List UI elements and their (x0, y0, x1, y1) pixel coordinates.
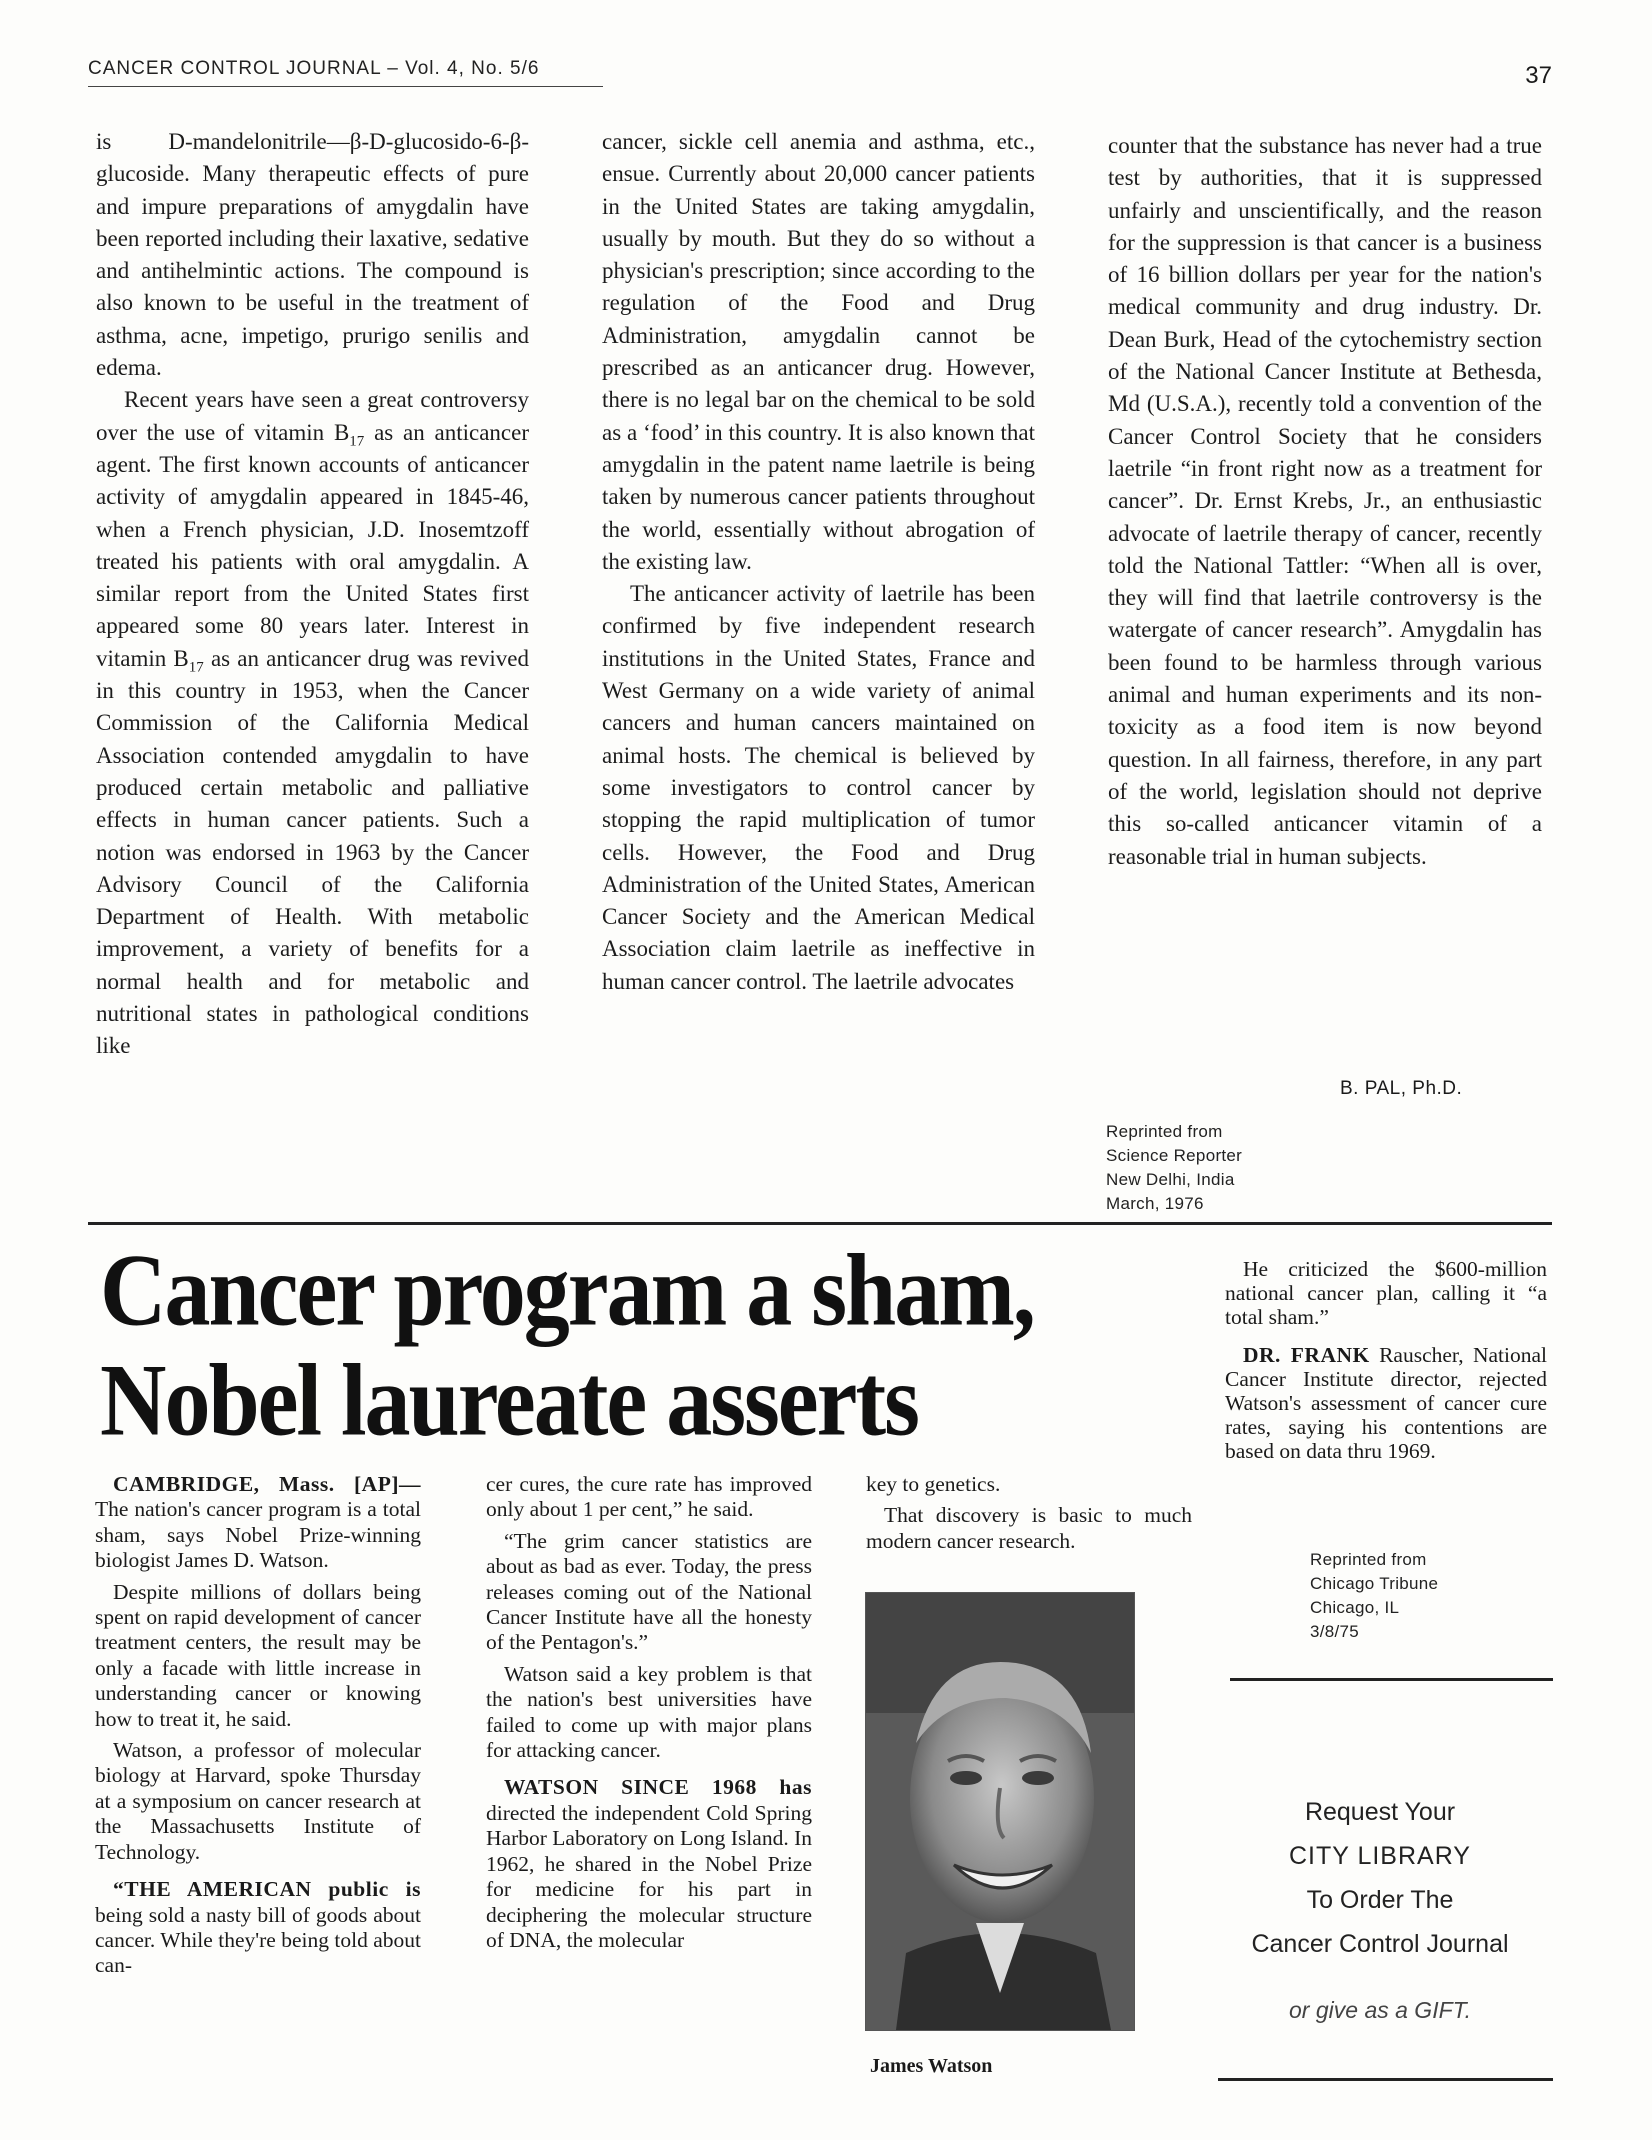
credit-line: Chicago, IL (1310, 1598, 1400, 1617)
article1-column-3 (1108, 130, 1542, 873)
text-run: being sold a nasty bill of goods about cancer. While they're being told about can- (95, 1902, 421, 1978)
text-run: Recent years have seen a great controversy over the use of vitamin B (96, 387, 529, 445)
header-rule (88, 86, 603, 87)
promo-line-1: Request Your (1304, 1798, 1456, 1826)
dateline-paragraph (95, 1472, 421, 1574)
portrait-illustration (866, 1593, 1134, 2030)
credit-line: New Delhi, India (1106, 1170, 1235, 1189)
article2-paragraph: Despite millions of dollars being spent on rapid development of cancer treatment centers, the result may be only a facade with little increase in understanding cancer or knowing how to treat it, he said. (95, 1579, 421, 1731)
subscript: 17 (188, 659, 204, 676)
text-run: Rauscher, National Cancer Institute director, rejected Watson's assessment of cancer cure rates, saying his contentions are based on data thru 1969. (1225, 1343, 1547, 1463)
portrait-photo-icon (865, 1592, 1135, 2031)
subhead-lead: WATSON SINCE 1968 has (504, 1775, 812, 1800)
article2-paragraph: cer cures, the cure rate has improved only about 1 per cent,” he said. (486, 1472, 812, 1522)
credit-line: Science Reporter (1106, 1146, 1243, 1165)
article1-column-1 (96, 126, 529, 1063)
dateline: CAMBRIDGE, Mass. [AP]— (113, 1472, 421, 1496)
article2-reprint-credit (1310, 1548, 1438, 1644)
article1-column-2 (602, 126, 1035, 998)
text-run: as an anticancer agent. The first known accounts of anticancer activity of amygdalin appeared in 1845-46, when a French physician, J.D. Inosemtzoff treated his patients with oral amygdalin. A similar report from the United States first appeared some 80 years later. Interest in vitamin B (96, 419, 529, 671)
credit-line: Reprinted from (1310, 1550, 1427, 1569)
headline-line-1: Cancer program a sham, (100, 1232, 1034, 1347)
article2-paragraph (1225, 1343, 1547, 1463)
lead-text: The nation's cancer program is a total sham, says Nobel Prize-winning biologist James D. Watson. (95, 1497, 421, 1573)
article2-paragraph: Watson said a key problem is that the nation's best universities have failed to come up with major plans for attacking cancer. (486, 1661, 812, 1763)
subscript: 17 (349, 433, 365, 450)
article2-paragraph: “The grim cancer statistics are about as bad as ever. Today, the press releases coming out of the National Cancer Institute have all the honesty of the Pentagon's.” (486, 1528, 812, 1655)
promo-top-rule (1230, 1678, 1553, 1681)
promo-line-2: CITY LIBRARY (1289, 1842, 1471, 1870)
promo-line-5: or give as a GIFT. (1289, 1997, 1471, 2023)
article1-col3-paragraph-1: counter that the substance has never had a true test by authorities, that it is suppressed unfairly and unscientifically, and the reason for the suppression is that cancer is a business of 16 billion dollars per year for the nation's medical community and drug industry. Dr. Dean Burk, Head of the cytochemistry section of the National Cancer Institute at Bethesda, Md (U.S.A.), recently told a convention of the Cancer Control Society that he considers laetrile “in front right now as a treatment for cancer”. Dr. Ernst Krebs, Jr., an enthusiastic advocate of laetrile therapy of cancer, recently told the National Tattler: “When all is over, they will find that laetrile controversy is the watergate of cancer research”. Amygdalin has been found to be harmless through various animal and human experiments and its non-toxicity as a food item is now beyond question. In all fairness, therefore, in any part of the world, legislation should not deprive this so-called anticancer vitamin of a reasonable trial in human subjects. (1108, 133, 1542, 869)
article1-col1-paragraph-2 (96, 384, 529, 1062)
photo-caption: James Watson (870, 2055, 993, 2077)
article2-column-4 (1225, 1257, 1547, 1469)
running-header: CANCER CONTROL JOURNAL – Vol. 4, No. 5/6 (88, 58, 540, 79)
article1-col1-paragraph-1: is D-mandelonitrile—β-D-glucosido-6-β-glucoside. Many therapeutic effects of pure and impure preparations of amygdalin have been reported including their laxative, sedative and antihelmintic actions. The compound is also known to be useful in the treatment of asthma, acne, impetigo, prurigo senilis and edema. (96, 129, 529, 381)
article1-byline: B. PAL, Ph.D. (1340, 1078, 1463, 1099)
subhead-lead: DR. FRANK (1243, 1343, 1370, 1367)
article2-paragraph: He criticized the $600-million national cancer plan, calling it “a total sham.” (1225, 1257, 1547, 1329)
page-number: 37 (1525, 62, 1552, 89)
credit-line: Chicago Tribune (1310, 1574, 1439, 1593)
article1-col2-paragraph-1: cancer, sickle cell anemia and asthma, etc., ensue. Currently about 20,000 cancer patients in the United States are taking amygdalin, usually by mouth. But they do so without a physician's prescription; since according to the regulation of the Food and Drug Administration, amygdalin cannot be prescribed as an anticancer drug. However, there is no legal bar on the chemical to be sold as a ‘food’ in this country. It is also known that amygdalin in the patent name laetrile is being taken by numerous cancer patients throughout the world, essentially without abrogation of the existing law. (602, 129, 1035, 574)
section-divider (88, 1222, 1552, 1225)
text-run: directed the independent Cold Spring Harbor Laboratory on Long Island. In 1962, he shared in the Nobel Prize for medicine for his part in deciphering the molecular structure of DNA, the molecular (486, 1800, 812, 1952)
promo-line-4: Cancer Control Journal (1251, 1930, 1509, 1958)
promo-bottom-rule (1218, 2078, 1553, 2081)
text-run: as an anticancer drug was revived in this country in 1953, when the Cancer Commission of the California Medical Association contended amygdalin to have produced certain metabolic and palliative effects in human cancer patients. Such a notion was endorsed in 1963 by the Cancer Advisory Council of the California Department of Health. With metabolic improvement, a variety of benefits for a normal health and for metabolic and nutritional states in pathological conditions like (96, 645, 529, 1059)
credit-line: Reprinted from (1106, 1122, 1223, 1141)
article2-column-2 (486, 1472, 812, 1959)
article2-paragraph (95, 1877, 421, 1979)
article1-col2-paragraph-2: The anticancer activity of laetrile has been confirmed by five independent research institutions in the United States, France and West Germany on a wide variety of animal cancers and human cancers maintained on animal hosts. The chemical is believed by some investigators to control cancer by stopping the rapid multiplication of tumor cells. However, the Food and Drug Administration of the United States, American Cancer Society and the American Medical Association claim laetrile as ineffective in human cancer control. The laetrile advocates (602, 581, 1035, 994)
article1-reprint-credit (1106, 1120, 1242, 1216)
promo-box (1225, 1790, 1535, 2032)
promo-line-3: To Order The (1306, 1886, 1454, 1914)
article2-column-1 (95, 1472, 421, 1985)
subhead-lead: “THE AMERICAN public is (113, 1877, 421, 1902)
credit-line: 3/8/75 (1310, 1622, 1360, 1641)
article2-paragraph (486, 1775, 812, 1953)
headline-line-2: Nobel laureate asserts (100, 1342, 918, 1457)
article2-headline (100, 1232, 1220, 1457)
article2-paragraph: That discovery is basic to much modern cancer research. (866, 1503, 1192, 1553)
article2-paragraph: key to genetics. (866, 1472, 1001, 1496)
article2-column-3 (866, 1472, 1192, 1560)
credit-line: March, 1976 (1106, 1194, 1204, 1213)
article2-paragraph: Watson, a professor of molecular biology at Harvard, spoke Thursday at a symposium on cancer research at the Massachusetts Institute of Technology. (95, 1738, 421, 1864)
